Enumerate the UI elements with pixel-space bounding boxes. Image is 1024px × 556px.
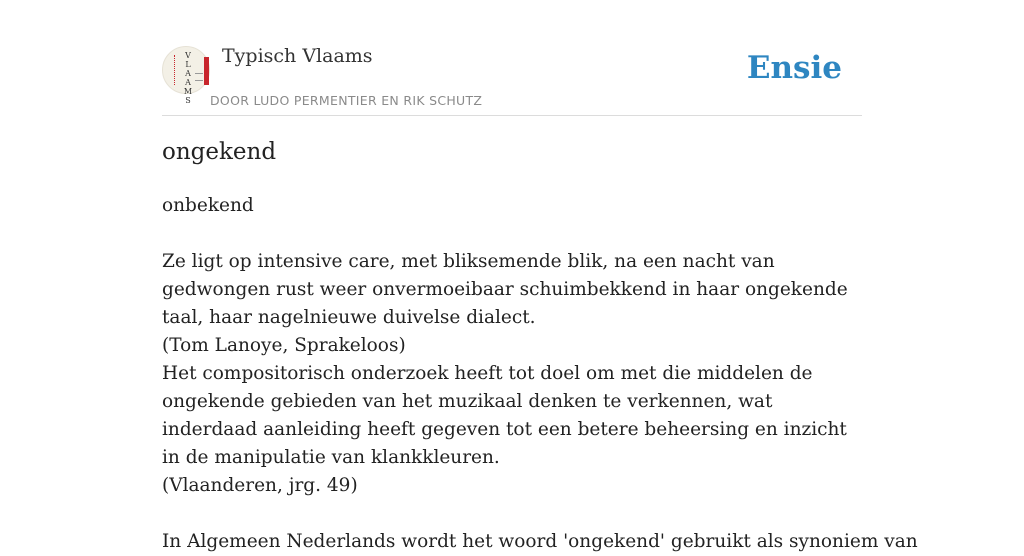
example-quote-2: Het compositorisch onderzoek heeft tot doel om met die middelen de ongekende gebieden van het muzikaal denken te verkennen, wat inderdaad aanleiding heeft gegeven tot een betere beheersing en inzicht in de manipulatie van klankkleuren.: [162, 363, 847, 468]
entry-meaning: onbekend: [162, 195, 254, 216]
site-title[interactable]: Typisch Vlaams: [222, 45, 373, 67]
usage-note: In Algemeen Nederlands wordt het woord 'ongekend' gebruikt als synoniem van: [162, 531, 918, 552]
logo-letters: [181, 51, 195, 105]
logo-decoration: [174, 55, 179, 85]
paragraph-gap: [162, 500, 862, 528]
entry-definition: [162, 192, 918, 556]
logo-red-bar: [204, 57, 209, 85]
site-logo[interactable]: [162, 46, 210, 105]
logo-letter: S: [185, 96, 191, 105]
logo-letter: A: [185, 69, 191, 78]
logo-letter: L: [185, 60, 191, 69]
logo-letter: A: [185, 78, 191, 87]
paragraph-gap: [162, 220, 862, 248]
logo-lines: [195, 73, 203, 81]
example-quote-1: Ze ligt op intensive care, met bliksemende blik, na een nacht van gedwongen rust weer onvermoeibaar schuimbekkend in haar ongekende taal, haar nagelnieuwe duivelse dialect.: [162, 251, 848, 328]
logo-letter: M: [183, 87, 193, 96]
page: [162, 0, 918, 552]
example-source-1: (Tom Lanoye, Sprakeloos): [162, 335, 406, 356]
example-source-2: (Vlaanderen, jrg. 49): [162, 475, 358, 496]
byline: DOOR LUDO PERMENTIER EN RIK SCHUTZ: [210, 93, 483, 108]
ensie-brand-link[interactable]: Ensie: [746, 50, 842, 86]
site-header: [162, 0, 862, 116]
entry-title: ongekend: [162, 139, 277, 165]
logo-letter: V: [185, 51, 191, 60]
